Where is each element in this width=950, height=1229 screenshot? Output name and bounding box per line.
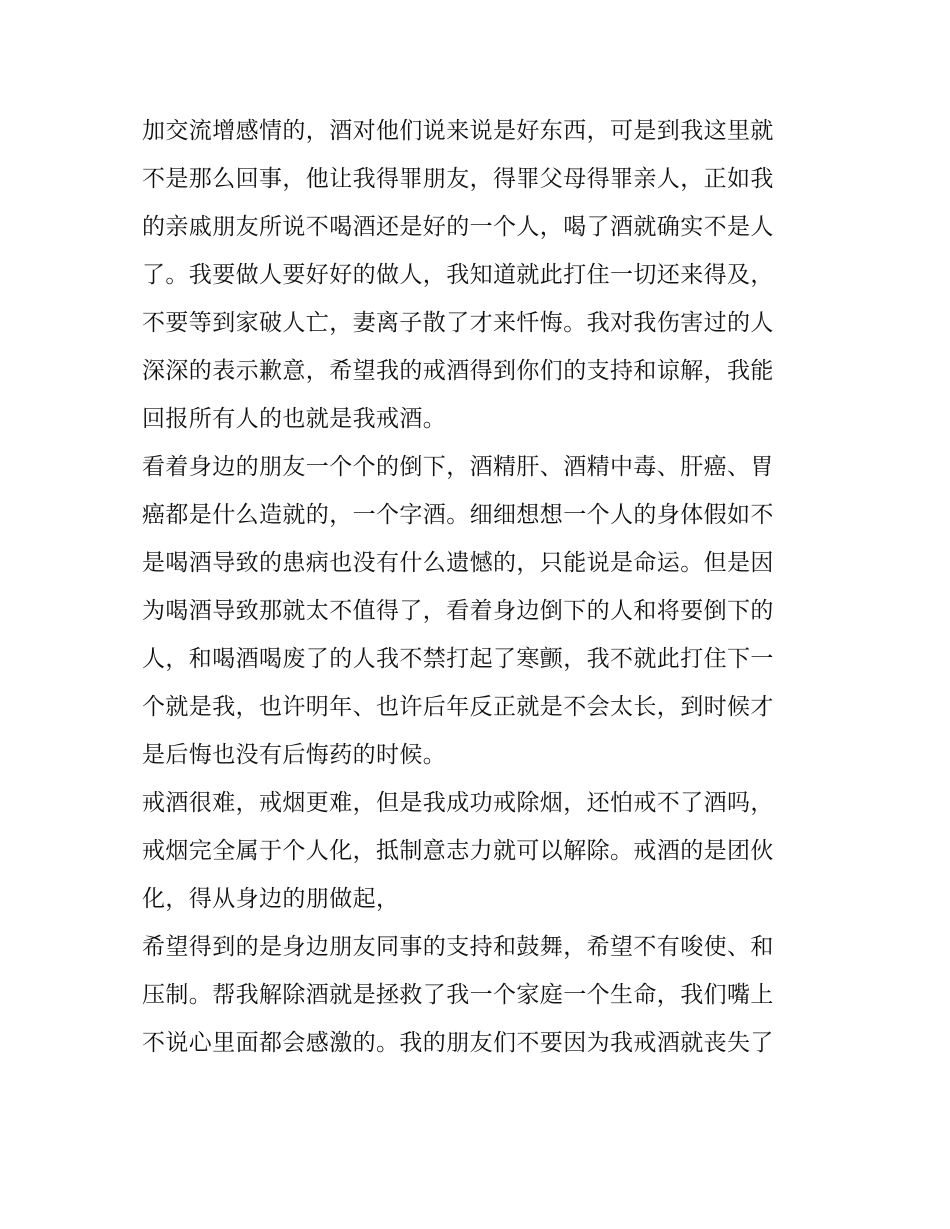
document-body: [142, 107, 822, 1067]
text-line: 不是那么回事，他让我得罪朋友，得罪父母得罪亲人，正如我: [142, 166, 774, 192]
text-line: 人，和喝酒喝废了的人我不禁打起了寒颤，我不就此打住下一: [142, 646, 774, 672]
text-line: 是喝酒导致的患病也没有什么遗憾的，只能说是命运。但是因: [142, 550, 774, 576]
text-line: 为喝酒导致那就太不值得了，看着身边倒下的人和将要倒下的: [142, 598, 774, 624]
text-line: 癌都是什么造就的，一个字酒。细细想想一个人的身体假如不: [142, 502, 774, 528]
text-line: 回报所有人的也就是我戒酒。: [142, 406, 447, 432]
text-line: 的亲戚朋友所说不喝酒还是好的一个人，喝了酒就确实不是人: [142, 214, 774, 240]
text-line: 了。我要做人要好好的做人，我知道就此打住一切还来得及，: [142, 262, 774, 288]
text-line: 戒烟完全属于个人化，抵制意志力就可以解除。戒酒的是团伙: [142, 838, 774, 864]
text-line: 看着身边的朋友一个个的倒下，酒精肝、酒精中毒、肝癌、胃: [142, 454, 774, 480]
text-line: 不要等到家破人亡，妻离子散了才来忏悔。我对我伤害过的人: [142, 310, 774, 336]
text-line: 个就是我，也许明年、也许后年反正就是不会太长，到时候才: [142, 694, 774, 720]
text-line: 戒酒很难，戒烟更难，但是我成功戒除烟，还怕戒不了酒吗，: [142, 790, 774, 816]
text-line: 不说心里面都会感激的。我的朋友们不要因为我戒酒就丧失了: [142, 1030, 774, 1056]
text-line: 压制。帮我解除酒就是拯救了我一个家庭一个生命，我们嘴上: [142, 982, 774, 1008]
text-line: 是后悔也没有后悔药的时候。: [142, 742, 447, 768]
text-line: 加交流增感情的，酒对他们说来说是好东西，可是到我这里就: [142, 118, 774, 144]
text-line: 化，得从身边的朋做起，: [142, 886, 400, 912]
text-line: 深深的表示歉意，希望我的戒酒得到你们的支持和谅解，我能: [142, 358, 774, 384]
text-line: 希望得到的是身边朋友同事的支持和鼓舞，希望不有唆使、和: [142, 934, 774, 960]
